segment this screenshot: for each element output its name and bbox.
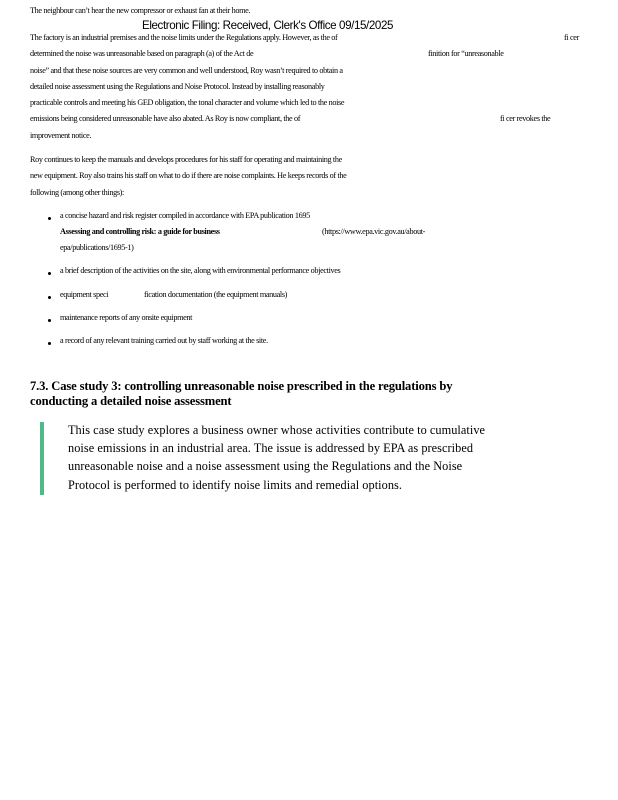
list-item-text: a brief description of the activities on the site, along with environmental performance objectives [60,266,341,275]
paragraph-line-text: fi cer revokes the [500,114,551,124]
paragraph-line-text: determined the noise was unreasonable based on paragraph (a) of the Act de [30,49,254,59]
publication-title: Assessing and controlling risk: a guide for business [60,227,220,236]
case-study-summary-callout [68,421,485,494]
callout-line: noise emissions in an industrial area. The issue is addressed by EPA as prescribed [68,441,474,456]
section-heading-line: 7.3. Case study 3: controlling unreasonable noise prescribed in the regulations by [30,379,453,393]
callout-line: This case study explores a business owner whose activities contribute to cumulative [68,423,486,437]
bullet-icon [48,272,51,275]
paragraph-records [30,152,346,201]
bullet-icon [48,296,51,299]
filing-stamp: Electronic Filing: Received, Clerk's Office 09/15/2025 [142,19,394,32]
publication-link[interactable]: (https://www.epa.vic.gov.au/about- [322,227,425,236]
paragraph-line [30,111,590,127]
paragraph-line-text: The factory is an industrial premises and the noise limits under the Regulations apply. However, as the of [30,33,338,42]
list-item-text: maintenance reports of any onsite equipment [60,313,193,322]
paragraph-line-text: fi cer [564,33,579,42]
paragraph-line: Roy continues to keep the manuals and develops procedures for his staff for operating and maintaining the [30,155,342,164]
bullet-icon [48,217,51,220]
paragraph-line-text: finition for “unreasonable [428,49,504,59]
paragraph-line: improvement notice. [30,130,92,140]
section-heading [30,379,452,409]
bullet-icon [48,319,51,322]
callout-line: unreasonable noise and a noise assessment using the Regulations and the Noise [68,459,463,474]
paragraph-line: following (among other things): [30,187,124,197]
paragraph-line: practicable controls and meeting his GED obligation, the tonal character and volume which led to the noise [30,98,345,108]
paragraph-line-text: emissions being considered unreasonable have also abated. As Roy is now compliant, the of [30,114,301,124]
list-item-text: fication documentation (the equipment manuals) [144,290,288,299]
callout-line: Protocol is performed to identify noise limits and remedial options. [68,477,402,492]
paragraph-officer-determination [30,30,590,144]
bullet-icon [48,342,51,345]
list-item-text: equipment speci [60,290,109,299]
list-item-text: a concise hazard and risk register compiled in accordance with EPA publication 1695 [60,211,310,220]
intro-sentence: The neighbour can’t hear the new compressor or exhaust fan at their home. [30,6,251,15]
section-heading-line: conducting a detailed noise assessment [30,394,232,408]
publication-link-continued[interactable]: epa/publications/1695-1) [60,243,134,252]
list-item-text: a record of any relevant training carried out by staff working at the site. [60,336,268,345]
paragraph-line: noise” and that these noise sources are very common and well understood, Roy wasn’t required to obtain a [30,65,343,75]
callout-accent-bar [40,422,44,495]
paragraph-line [30,30,590,46]
paragraph-line: detailed noise assessment using the Regulations and Noise Protocol. Instead by installing reasonably [30,81,325,91]
paragraph-line [30,46,590,62]
paragraph-line: new equipment. Roy also trains his staff on what to do if there are noise complaints. He keeps records of the [30,171,347,181]
